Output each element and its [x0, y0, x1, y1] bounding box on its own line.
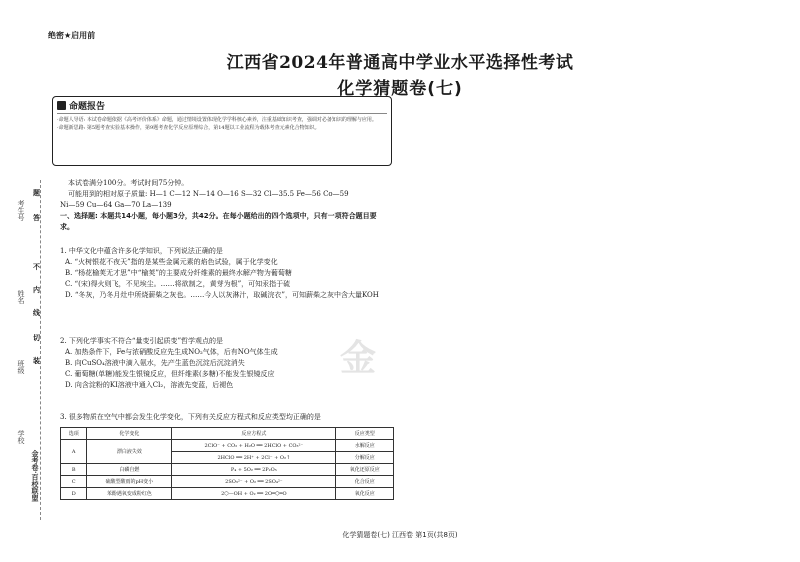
table-cell: 2⬡—OH + O₂ ══ 2O═⬡═O	[172, 488, 336, 500]
table-row	[61, 464, 394, 476]
question-3-stem: 3. 很多物质在空气中都会发生化学变化，下列有关反应方程式和反应类型均正确的是	[60, 413, 321, 421]
option-b: B. 向CuSO₄溶液中滴入氨水，先产生蓝色沉淀后沉淀消失	[65, 359, 245, 367]
option-c: C. “(宋)得火则飞，不见埃尘。……将欲制之，黄芽为根”，可知汞指于硫	[65, 280, 291, 288]
page-footer: 化学猜题卷(七) 江西卷 第1页(共8页)	[342, 531, 458, 539]
table-row	[61, 440, 394, 452]
question-1	[60, 246, 394, 301]
table-cell: 氧化反应	[336, 488, 394, 500]
table-cell: 硫酸型酸雨的pH变小	[87, 476, 172, 488]
table-cell: C	[61, 476, 87, 488]
option-a: A. 加热条件下，Fe与浓硝酸反应先生成NO₂气体，后有NO气体生成	[65, 348, 278, 356]
binding-mark: 线	[33, 308, 40, 317]
table-cell: 2ClO⁻ + CO₂ + H₂O ══ 2HClO + CO₃²⁻	[172, 440, 336, 452]
table-cell: A	[61, 440, 87, 464]
option-c: C. 葡萄糖(单糖)能发生银镜反应，但纤维素(多糖)不能发生银镜反应	[65, 370, 275, 378]
binding-mark: 题	[33, 188, 40, 197]
table-cell: 化合反应	[336, 476, 394, 488]
binding-mark: 装	[33, 356, 40, 365]
section-heading: 一、选择题: 本题共14小题，每小题3分，共42分。在每小题给出的四个选项中，只有一项符合题目要求。	[60, 212, 377, 231]
option-d: D. “冬灰，乃冬月灶中所烧薪柴之灰也。……今人以灰淋汁，取碱浣衣”，可知薪柴之灰中含大量KOH	[65, 291, 379, 299]
atomic-mass-line: Ni—59 Cu—64 Ga—70 La—139	[60, 201, 172, 209]
option-a: A. “火树银花不夜天”指的是某些金属元素的焰色试验，属于化学变化	[65, 258, 278, 266]
watermark: 金	[340, 337, 377, 379]
confidential-label: 绝密★启用前	[48, 31, 96, 40]
intro-block	[60, 178, 390, 233]
table-cell: 2HClO ══ 2H⁺ + 2Cl⁻ + O₂↑	[172, 452, 336, 464]
name-label: 姓名	[17, 290, 25, 304]
table-cell: 水解反应	[336, 440, 394, 452]
table-cell: B	[61, 464, 87, 476]
report-line: ·命题新思路: 第5题考查实验基本操作，第9题考查化学反应原理综合，第14题以工业流程为载体考查元素化合物知识。	[57, 125, 320, 131]
binding-mark: 不	[33, 262, 40, 271]
report-line: ·命题人导语: 本试卷命题依据《高考评价体系》命题，通过情境设置体现化学学科核心素养，注重基础知识考查，强调对必备知识的理解与应用。	[57, 117, 377, 123]
table-cell: D	[61, 488, 87, 500]
binding-line	[40, 180, 41, 520]
table-cell: 漂白液失效	[87, 440, 172, 464]
atomic-mass-line: 可能用到的相对原子质量: H—1 C—12 N—14 O—16 S—32 Cl—35.5 Fe—56 Co—59	[68, 190, 349, 198]
report-box	[52, 96, 392, 166]
book-icon	[57, 101, 66, 110]
question-stem: 2. 下列化学事实不符合“量变引起质变”哲学观点的是	[60, 337, 224, 345]
exam-number-label: 考生号	[17, 200, 25, 221]
table-cell: 苯酚遇氧变成粉红色	[87, 488, 172, 500]
question-stem: 1. 中华文化中蕴含许多化学知识，下列说法正确的是	[60, 247, 223, 255]
binding-mark: 答	[33, 213, 40, 222]
paper-subtitle: 化学猜题卷(七)	[337, 79, 463, 99]
binding-mark: 切	[33, 333, 40, 342]
brand-label: 金考卷·百校联盟	[31, 450, 40, 502]
class-label: 班级	[17, 360, 25, 374]
table-header: 选项	[61, 428, 87, 440]
binding-mark: 内	[33, 285, 40, 294]
table-cell: P₄ + 5O₂ ══ 2P₂O₅	[172, 464, 336, 476]
option-b: B. “杨花榆荚无才思”中“榆荚”的主要成分纤维素的最终水解产物为葡萄糖	[65, 269, 292, 277]
table-header: 反应类型	[336, 428, 394, 440]
table-row	[61, 488, 394, 500]
score-line: 本试卷满分100分。考试时间75分钟。	[68, 179, 189, 187]
table-cell: 2SO₃²⁻ + O₂ ══ 2SO₄²⁻	[172, 476, 336, 488]
table-cell: 氧化还原反应	[336, 464, 394, 476]
table-header: 化学变化	[87, 428, 172, 440]
school-label: 学校	[17, 430, 25, 444]
table-header-row	[61, 428, 394, 440]
exam-title: 江西省2024年普通高中学业水平选择性考试	[226, 53, 574, 73]
table-cell: 白磷自燃	[87, 464, 172, 476]
reaction-table	[60, 427, 394, 500]
report-heading: 命题报告	[69, 102, 106, 112]
table-header: 反应方程式	[172, 428, 336, 440]
table-row	[61, 476, 394, 488]
option-d: D. 向含淀粉的KI溶液中通入Cl₂，溶液先变蓝，后褪色	[65, 381, 234, 389]
table-cell: 分解反应	[336, 452, 394, 464]
question-2	[60, 336, 394, 391]
